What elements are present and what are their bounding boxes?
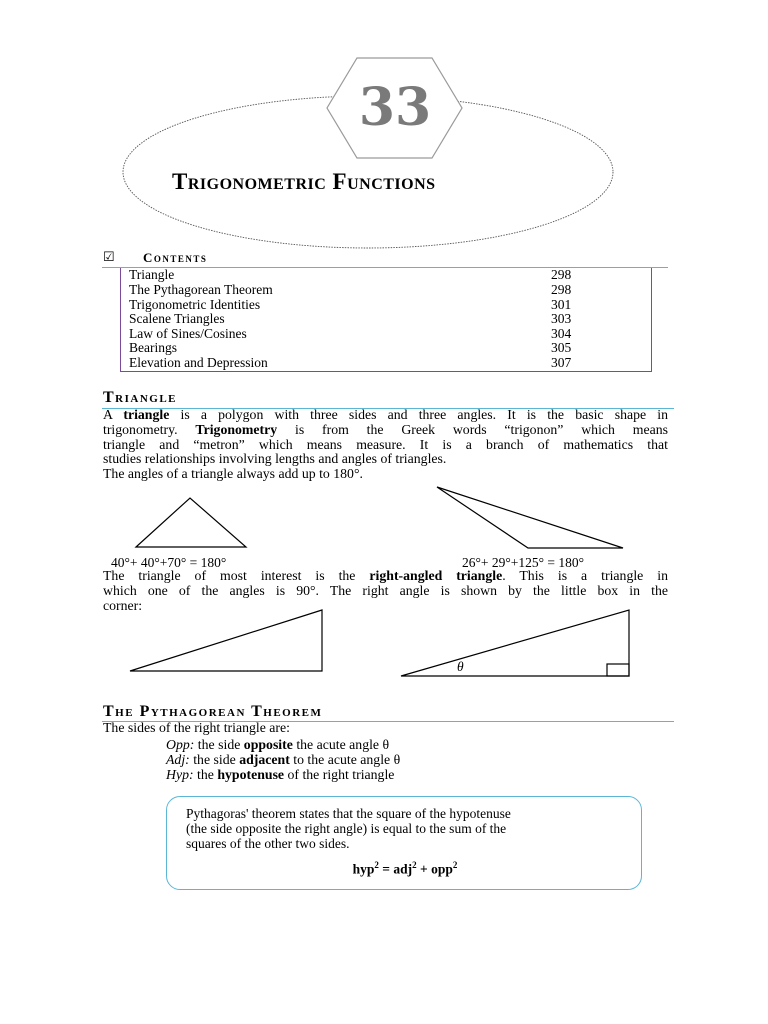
toc-row[interactable]: [129, 355, 649, 370]
paragraph-line: [103, 408, 668, 423]
text-run: to the acute angle θ: [289, 752, 401, 767]
term-trigonometry: Trigonometry: [195, 421, 278, 437]
toc-page: 304: [551, 325, 572, 341]
text-run: A: [103, 407, 124, 422]
toc-label: Scalene Triangles: [129, 311, 225, 326]
def-term: adjacent: [239, 752, 290, 767]
chapter-title: Trigonometric Functions: [172, 169, 436, 194]
pythagoras-formula: [167, 860, 643, 878]
text-run: The triangle of most interest is the: [103, 568, 370, 583]
callout-line: (the side opposite the right angle) is equal to the sum of the: [186, 821, 507, 836]
toc-row[interactable]: [129, 340, 649, 355]
paragraph-line: The angles of a triangle always add up to 180°.: [103, 466, 363, 482]
right-angle-box: [607, 664, 629, 676]
callout-text: [186, 806, 626, 851]
toc-row[interactable]: [129, 267, 649, 282]
formula-equals: =: [378, 861, 394, 877]
toc-page: 305: [551, 340, 572, 355]
toc-label: Triangle: [129, 267, 175, 282]
toc-page: 307: [551, 355, 572, 370]
acute-triangle: [136, 498, 246, 547]
right-triangle-with-angle: [401, 610, 629, 676]
toc-row[interactable]: [129, 326, 649, 341]
toc-label: The Pythagorean Theorem: [129, 282, 273, 297]
right-triangle-plain: [130, 610, 322, 671]
toc-label: Bearings: [129, 340, 177, 355]
toc-label: Law of Sines/Cosines: [129, 325, 247, 341]
toc-page: 301: [551, 296, 572, 312]
definition-hypotenuse: [166, 767, 394, 782]
text-run: is from the Greek words “trigonon” which means: [277, 421, 668, 437]
callout-line: Pythagoras' theorem states that the square of the hypotenuse: [186, 806, 511, 821]
caption-obtuse-triangle: 26°+ 29°+125° = 180°: [462, 555, 585, 570]
formula-plus: +: [416, 861, 432, 877]
toc-row[interactable]: [129, 311, 649, 326]
def-term: opposite: [243, 737, 293, 752]
text-run: . This is a triangle in: [502, 568, 669, 583]
def-abbr: Opp:: [166, 737, 195, 752]
definition-adjacent: [166, 752, 400, 767]
paragraph-line: [103, 423, 668, 438]
paragraph-line: triangle and “metron” which means measure. It is a branch of mathematics that: [103, 436, 668, 452]
triangle-paragraph: [103, 408, 668, 482]
toc-label: Trigonometric Identities: [129, 296, 261, 312]
term-triangle: triangle: [123, 407, 170, 422]
callout-line: squares of the other two sides.: [186, 836, 350, 851]
pythagoras-callout-box: [166, 796, 642, 890]
formula-exponent: 2: [412, 860, 417, 870]
def-abbr: Hyp:: [166, 767, 194, 782]
contents-box: [120, 268, 652, 372]
definition-opposite: [166, 737, 389, 752]
section-heading-pythagorean: The Pythagorean Theorem: [103, 703, 323, 720]
checkbox-icon: ☑: [103, 250, 115, 265]
toc-page: 303: [551, 311, 572, 326]
toc-page: 298: [551, 267, 572, 282]
text-run: of the right triangle: [284, 767, 395, 782]
text-run: the side: [194, 737, 244, 752]
formula-exponent: 2: [374, 860, 379, 870]
theta-label: θ: [457, 659, 464, 674]
term-right-angled-triangle: right-angled triangle: [369, 568, 503, 583]
paragraph-line: which one of the angles is 90°. The right angle is shown by the little box in the: [103, 582, 668, 598]
formula-hyp: hyp: [352, 861, 375, 877]
paragraph-line: studies relationships involving lengths and angles of triangles.: [103, 451, 447, 467]
def-abbr: Adj:: [166, 752, 190, 767]
toc-label: Elevation and Depression: [129, 355, 268, 370]
chapter-number: 33: [358, 77, 432, 138]
text-run: the side: [189, 752, 240, 767]
contents-title: Contents: [143, 250, 208, 265]
toc-page: 298: [551, 282, 572, 297]
paragraph-line: The sides of the right triangle are:: [103, 720, 290, 735]
section-heading-triangle: Triangle: [103, 389, 178, 406]
text-run: the acute angle θ: [292, 737, 390, 752]
sides-intro: [103, 721, 668, 736]
formula-opp: opp: [431, 861, 453, 877]
paragraph-line: corner:: [103, 597, 143, 613]
caption-acute-triangle: 40°+ 40°+70° = 180°: [111, 555, 227, 570]
text-run: the: [193, 767, 218, 782]
text-run: trigonometry.: [103, 421, 196, 437]
toc-row[interactable]: [129, 297, 649, 312]
formula-adj: adj: [393, 861, 413, 877]
def-term: hypotenuse: [217, 767, 285, 782]
formula-exponent: 2: [452, 860, 458, 870]
toc-row[interactable]: [129, 282, 649, 297]
obtuse-triangle: [437, 487, 623, 548]
paragraph-line: [103, 569, 668, 584]
text-run: is a polygon with three sides and three angles. It is the basic shape in: [169, 407, 668, 422]
right-triangle-figures: [0, 597, 768, 690]
